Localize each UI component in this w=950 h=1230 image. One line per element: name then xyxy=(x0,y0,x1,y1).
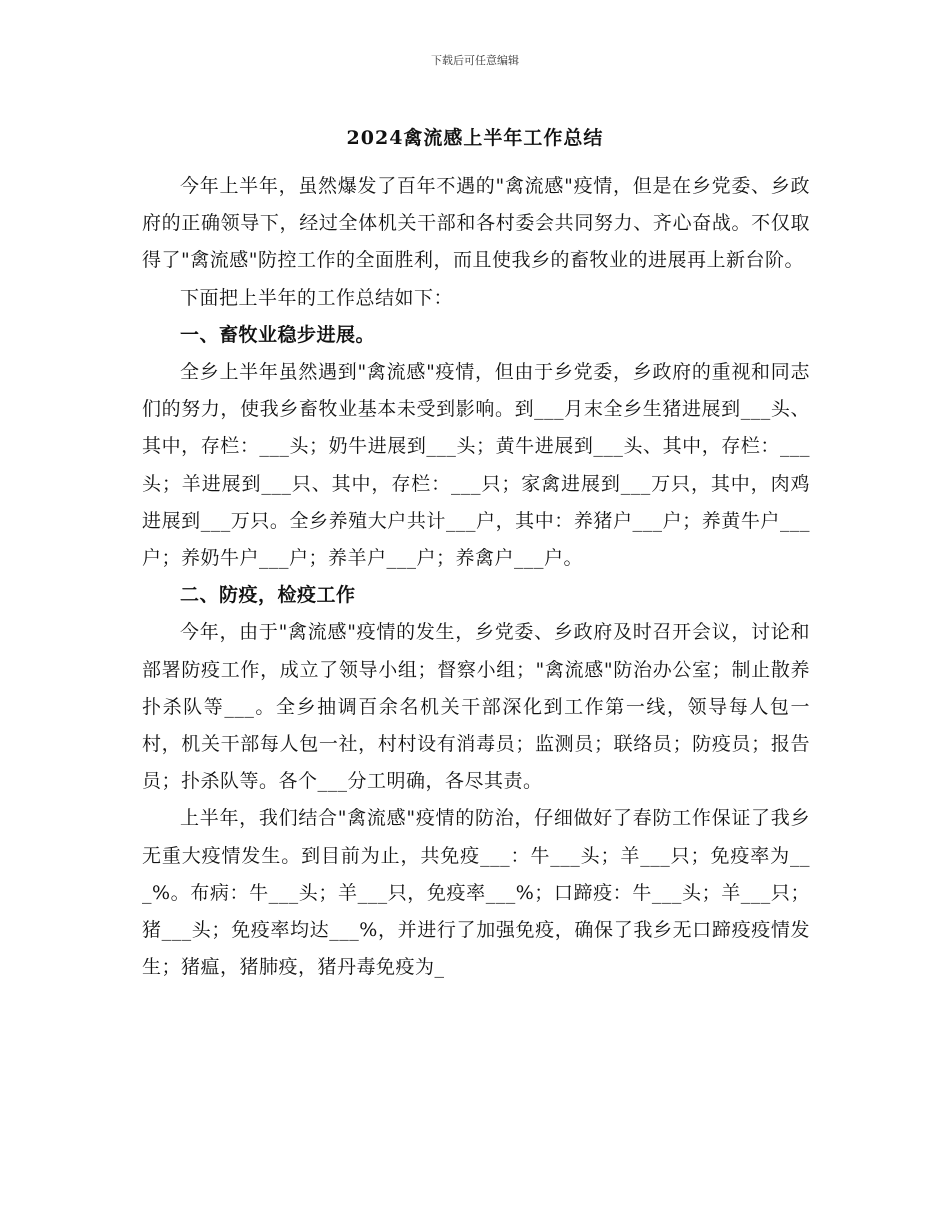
document-title: 2024禽流感上半年工作总结 xyxy=(346,127,604,149)
section2-paragraph-1: 今年，由于"禽流感"疫情的发生，乡党委、乡政府及时召开会议，讨论和部署防疫工作，成立了领导小组；督察小组；"禽流感"防治办公室；制止散养扑杀队等___。全乡抽调百余名机关干部深化到工作第一线，领导每人包一村，机关干部每人包一社，村村设有消毒员；监测员；联络员；防疫员；报告员；扑杀队等。各个___分工明确，各尽其责。 xyxy=(142,621,810,793)
section1-heading: 一、畜牧业稳步进展。 xyxy=(180,323,376,346)
section2-heading: 二、防疫，检疫工作 xyxy=(180,584,356,607)
summary-lead-paragraph: 下面把上半年的工作总结如下： xyxy=(180,286,454,309)
intro-paragraph: 今年上半年，虽然爆发了百年不遇的"禽流感"疫情，但是在乡党委、乡政府的正确领导下，经过全体机关干部和各村委会共同努力、齐心奋战。不仅取得了"禽流感"防控工作的全面胜利，而且使我乡的畜牧业的进展再上新台阶。 xyxy=(142,175,810,272)
section1-paragraph: 全乡上半年虽然遇到"禽流感"疫情，但由于乡党委，乡政府的重视和同志们的努力，使我乡畜牧业基本未受到影响。到___月末全乡生猪进展到___头、其中，存栏：___头；奶牛进展到___头；黄牛进展到___头、其中，存栏：___头；羊进展到___只、其中，存栏：___只；家禽进展到___万只，其中，肉鸡进展到___万只。全乡养殖大户共计___户，其中：养猪户___户；养黄牛户___户；养奶牛户___户；养羊户___户；养禽户___户。 xyxy=(142,361,810,570)
page-header: 下载后可任意编辑 xyxy=(431,54,519,67)
section2-paragraph-2: 上半年，我们结合"禽流感"疫情的防治，仔细做好了春防工作保证了我乡无重大疫情发生。到目前为止，共免疫___：牛___头；羊___只；免疫率为___%。布病：牛___头；羊___只，免疫率___%；口蹄疫：牛___头；羊___只；猪___头；免疫率均达___%，并进行了加强免疫，确保了我乡无口蹄疫疫情发生；猪瘟，猪肺疫，猪丹毒免疫为_ xyxy=(142,807,810,979)
document-body xyxy=(142,168,810,986)
